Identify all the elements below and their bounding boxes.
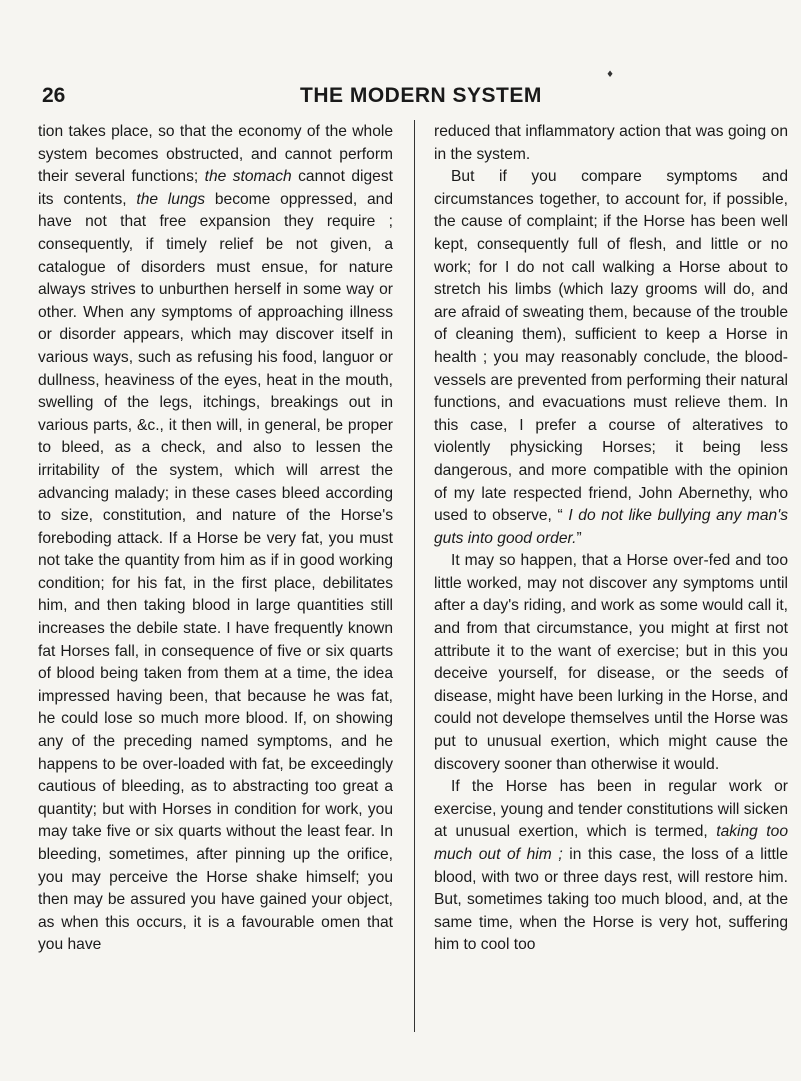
text-run: ” bbox=[576, 529, 582, 547]
paragraph bbox=[434, 166, 788, 550]
left-column bbox=[38, 121, 393, 957]
right-column bbox=[434, 121, 788, 957]
text-run: become oppressed, and have not that free expansion they require ; consequently, if timely relief be not given, a catalogue of disorders must ensue, for nature always strives to unburthen herself in some way or other. When any symptoms of approaching illness or disorder appears, which may discover itself in various ways, such as refusing his food, languor or dullness, heaviness of the eyes, heat in the mouth, swelling of the legs, itchings, breakings out in various parts, &c., it then will, in general, be proper to bleed, as a check, and also to lessen the irritability of the system, which will arrest the advancing malady; in these cases bleed according to size, constitution, and nature of the Horse's foreboding attack. If a Horse be very fat, you must not take the quantity from him as if in good working condition; for his fat, in the first place, debilitates him, and then taking blood in large quantities still increases the debile state. I have frequently known fat Horses fall, in consequence of five or six quarts of blood being taken from them at a time, the idea impressed having been, that because he was fat, he could lose so much more blood. If, on showing any of the preceding named symptoms, and he happens to be over-loaded with fat, be exceedingly cautious of bleeding, as to abstracting too great a quantity; but with Horses in condition for work, you may take five or six quarts without the least fear. In bleeding, sometimes, after pinning up the orifice, you may perceive the Horse shake himself; you then may be assured you have gained your object, as when this occurs, it is a favourable omen that you have bbox=[38, 190, 393, 954]
paragraph bbox=[434, 776, 788, 957]
text-run: But if you compare symptoms and circumstances together, to account for, if possible, the cause of complaint; if the Horse has been well kept, consequently full of flesh, and little or no work; for I do not call walking a Horse about to stretch his limbs (which lazy grooms will do, and are afraid of sweating them, because of the trouble of cleaning them), sufficient to keep a Horse in health ; you may reasonably conclude, the blood-vessels are prevented from performing their natural functions, and evacuations must relieve them. In this case, I prefer a course of alteratives to violently physicking Horses; it being less dangerous, and more compatible with the opinion of my late respected friend, John Abernethy, who used to observe, “ bbox=[434, 168, 788, 525]
italic-text: the lungs bbox=[136, 190, 206, 208]
italic-quote: I do not like bullying any man's guts into good order. bbox=[434, 507, 788, 547]
paragraph: reduced that inflammatory action that was going on in the system. bbox=[434, 123, 788, 163]
italic-text: taking too much out of him ; bbox=[434, 823, 788, 863]
running-head: THE MODERN SYSTEM bbox=[300, 84, 542, 107]
text-run: in this case, the loss of a little blood, with two or three days rest, will restore him. But, sometimes taking too much blood, and, at the same time, when the Horse is very hot, suffering him to cool too bbox=[434, 846, 788, 954]
page-header bbox=[0, 84, 801, 114]
paragraph: It may so happen, that a Horse over-fed and too little worked, may not discover any symptoms until after a day's riding, and work as some would call it, and from that circumstance, you might at first not attribute it to the want of exercise; but in this you deceive yourself, for disease, or the seeds of disease, might have been lurking in the Horse, and could not develope themselves until the Horse was put to unusual exertion, which might cause the discovery sooner than otherwise it would. bbox=[434, 552, 788, 773]
header-ornament: ♦ bbox=[606, 70, 615, 80]
text-run: tion takes place, so that the economy of the whole system becomes obstructed, and cannot perform their several functions; bbox=[38, 123, 393, 186]
italic-text: the stomach bbox=[204, 168, 292, 186]
paragraph bbox=[38, 121, 393, 957]
column-divider bbox=[414, 120, 415, 1032]
page-number: 26 bbox=[42, 84, 66, 107]
text-run: If the Horse has been in regular work or exercise, young and tender constitutions will sicken at unusual exertion, which is termed, bbox=[434, 778, 788, 841]
text-run: cannot digest its contents, bbox=[38, 168, 393, 208]
